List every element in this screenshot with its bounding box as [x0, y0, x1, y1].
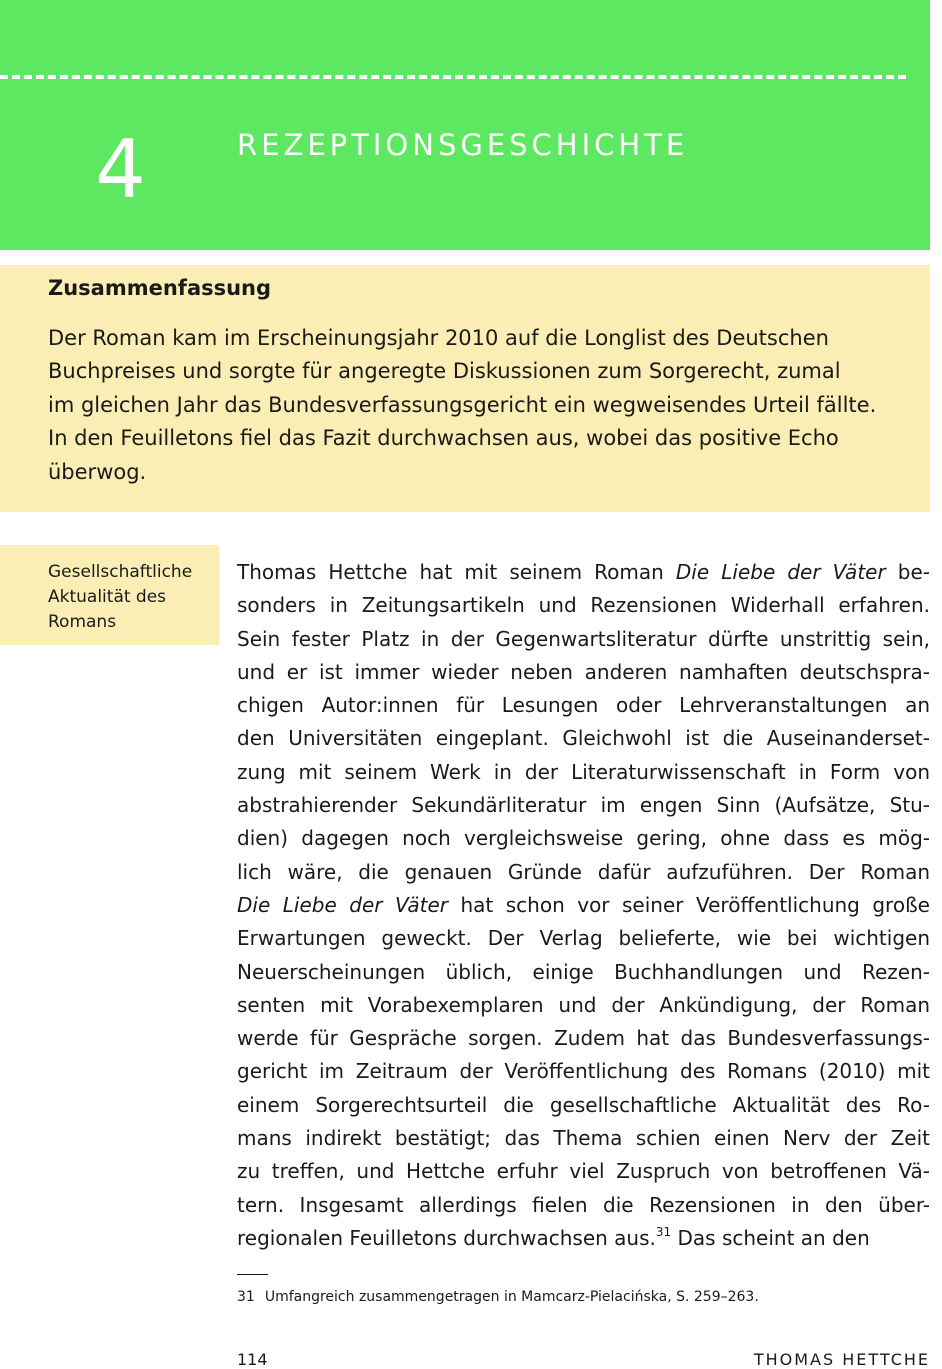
chapter-header	[0, 0, 930, 250]
body-line: dien) dagegen noch vergleichsweise gering, ohne dass es mög-	[237, 826, 930, 851]
body-line: Die Liebe der Väter hat schon vor seiner Veröffentlichung große	[237, 892, 930, 917]
summary-line: überwog.	[48, 460, 147, 484]
book-title: Die Liebe der Väter	[675, 560, 886, 584]
summary-line: Der Roman kam im Erscheinungsjahr 2010 auf die Longlist des Deutschen	[48, 326, 829, 350]
book-title: Die Liebe der Väter	[237, 892, 448, 917]
summary-heading: Zusammenfassung	[48, 276, 272, 300]
body-line: regionalen Feuilletons durchwachsen aus.$^{31}$ Das scheint an den	[237, 1224, 870, 1250]
margin-note-line: Aktualität des	[48, 587, 167, 607]
body-line: sonders in Zeitungsartikeln und Rezensionen Widerhall erfahren.	[237, 593, 930, 618]
chapter-title: REZEPTIONSGESCHICHTE	[237, 128, 689, 162]
summary-line: In den Feuilletons fiel das Fazit durchwachsen aus, wobei das positive Echo	[48, 426, 839, 450]
margin-note-line: Gesellschaftliche	[48, 562, 193, 582]
summary-line: im gleichen Jahr das Bundesverfassungsgericht ein wegweisendes Urteil fällte.	[48, 393, 877, 417]
footnote-rule	[237, 1274, 268, 1275]
body-line: abstrahierender Sekundärliteratur im engen Sinn (Aufsätze, Stu-	[237, 793, 930, 818]
running-head: THOMAS HETTCHE	[753, 1350, 930, 1369]
dashed-divider	[0, 75, 906, 79]
body-line: werde für Gespräche sorgen. Zudem hat das Bundesverfassungs-	[237, 1026, 930, 1051]
footnote-ref[interactable]: 31	[655, 1224, 672, 1239]
body-line: und er ist immer wieder neben anderen namhaften deutschspra-	[237, 659, 930, 684]
body-line: zung mit seinem Werk in der Literaturwissenschaft in Form von	[237, 759, 930, 784]
footnote-text: Umfangreich zusammengetragen in Mamcarz-Pielacińska, S. 259–263.	[264, 1289, 759, 1305]
body-line: Neuerscheinungen üblich, einige Buchhandlungen und Rezen-	[237, 959, 930, 984]
body-line: chigen Autor:innen für Lesungen oder Lehrveranstaltungen an	[237, 693, 930, 718]
body-line: Thomas Hettche hat mit seinem Roman Die Liebe der Väter be-	[237, 560, 930, 584]
body-line: zu treffen, und Hettche erfuhr viel Zuspruch von betroffenen Vä-	[237, 1159, 930, 1184]
body-line: einem Sorgerechtsurteil die gesellschaftliche Aktualität des Ro-	[237, 1092, 930, 1117]
page-number: 114	[237, 1350, 268, 1369]
footnote-number: 31	[237, 1289, 255, 1305]
body-line: Sein fester Platz in der Gegenwartsliteratur dürfte unstrittig sein,	[237, 626, 930, 651]
footnote	[237, 1289, 759, 1305]
body-line: lich wäre, die genauen Gründe dafür aufzuführen. Der Roman	[237, 859, 930, 884]
body-line: mans indirekt bestätigt; das Thema schien einen Nerv der Zeit	[237, 1126, 930, 1151]
body-line: gericht im Zeitraum der Veröffentlichung des Romans (2010) mit	[237, 1059, 930, 1084]
summary-line: Buchpreises und sorgte für angeregte Diskussionen zum Sorgerecht, zumal	[48, 359, 841, 383]
body-line: senten mit Vorabexemplaren und der Ankündigung, der Roman	[237, 992, 930, 1017]
body-text	[237, 556, 930, 1255]
body-line: tern. Insgesamt allerdings fielen die Rezensionen in den über-	[237, 1192, 930, 1217]
chapter-number: 4	[95, 123, 146, 216]
margin-note-line: Romans	[48, 612, 117, 632]
body-line: den Universitäten eingeplant. Gleichwohl ist die Auseinanderset-	[237, 726, 930, 751]
body-line: Erwartungen geweckt. Der Verlag belieferte, wie bei wichtigen	[237, 926, 930, 951]
